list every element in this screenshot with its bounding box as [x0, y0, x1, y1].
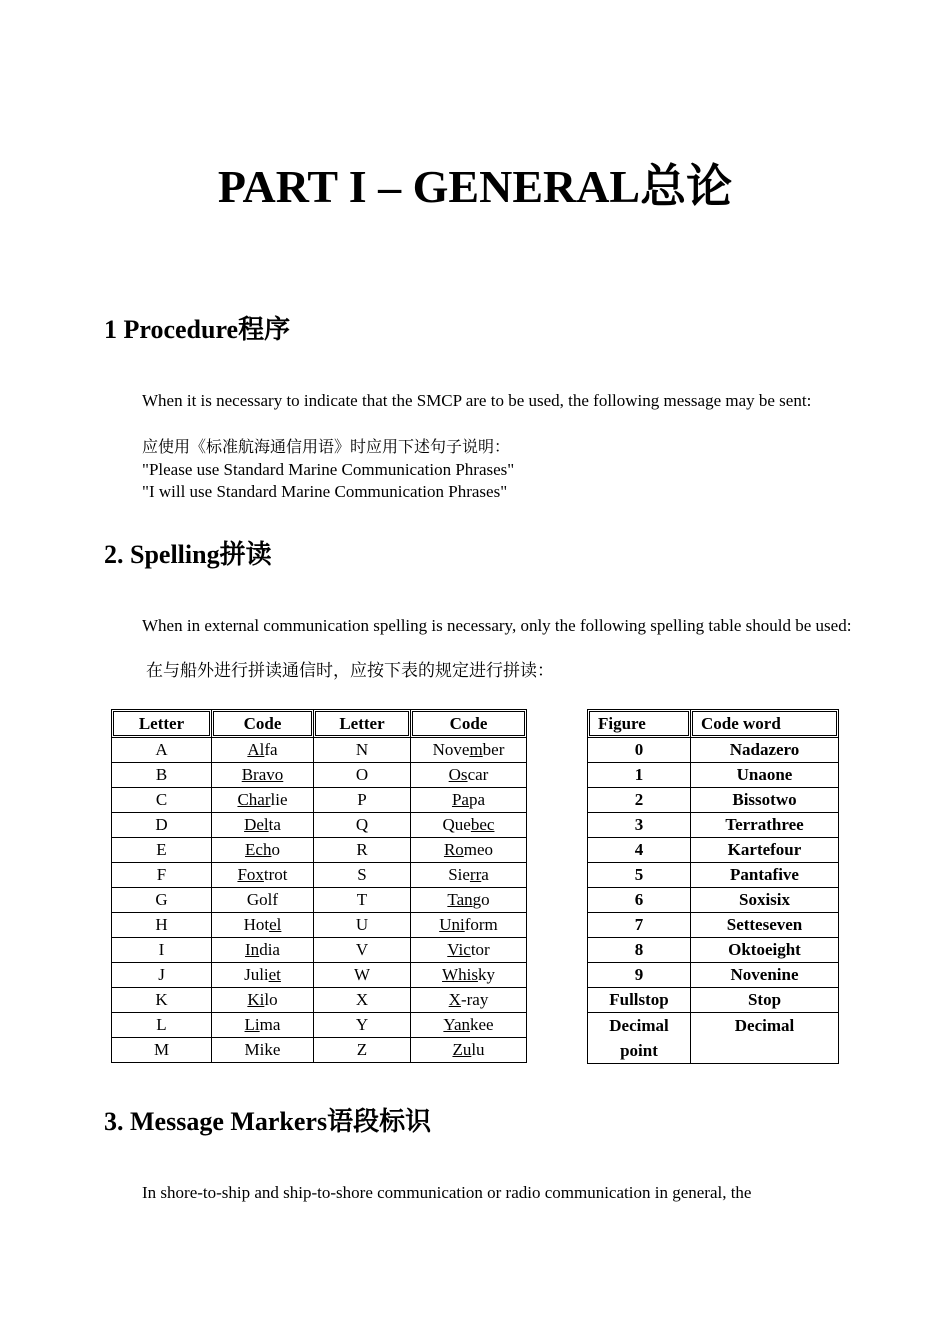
letter-cell: P — [314, 788, 411, 813]
table-row — [112, 963, 527, 988]
code-part: Sie — [448, 865, 470, 884]
code-part: form — [464, 915, 498, 934]
table-row — [588, 813, 839, 838]
code-stressed-part: Ech — [245, 840, 272, 859]
table-row — [588, 913, 839, 938]
figure-cell: 9 — [588, 963, 691, 988]
code-cell — [212, 1013, 314, 1038]
figure-line: point — [620, 1041, 658, 1060]
table-row — [112, 788, 527, 813]
code-part: Golf — [246, 890, 279, 909]
code-stressed-part: Char — [237, 790, 271, 809]
code-cell — [411, 913, 527, 938]
code-cell — [212, 813, 314, 838]
table-row — [588, 863, 839, 888]
code-part: tor — [470, 940, 490, 959]
message-markers-paragraph: In shore-to-ship and ship-to-shore communication or radio communication in general, the — [142, 1183, 752, 1202]
letter-cell: D — [112, 813, 212, 838]
table-row — [588, 988, 839, 1013]
code-cell — [411, 988, 527, 1013]
header-letter: Letter — [314, 710, 411, 738]
letter-cell: U — [314, 913, 411, 938]
code-part: car — [467, 765, 489, 784]
code-cell — [411, 763, 527, 788]
code-cell — [411, 863, 527, 888]
code-part: ma — [259, 1015, 281, 1034]
code-stressed-part: el — [269, 915, 282, 934]
letter-cell: K — [112, 988, 212, 1013]
table-row — [112, 913, 527, 938]
letter-cell: V — [314, 938, 411, 963]
figure-cell — [588, 1013, 691, 1064]
code-part: a — [481, 865, 489, 884]
code-part: Mike — [244, 1040, 281, 1059]
code-part: dia — [259, 940, 280, 959]
code-word-cell: Oktoeight — [691, 938, 839, 963]
table-row — [588, 738, 839, 763]
code-stressed-part: Zu — [452, 1040, 472, 1059]
code-cell — [212, 913, 314, 938]
code-cell — [212, 763, 314, 788]
code-cell — [411, 838, 527, 863]
table-row — [588, 888, 839, 913]
code-part: go — [472, 890, 490, 909]
letter-cell: S — [314, 863, 411, 888]
table-row — [588, 938, 839, 963]
letter-cell: C — [112, 788, 212, 813]
letter-cell: H — [112, 913, 212, 938]
code-part: Que — [442, 815, 471, 834]
table-row — [112, 763, 527, 788]
code-cell — [212, 863, 314, 888]
figure-table — [587, 709, 839, 1064]
section-heading-message-markers: 3. Message Markers语段标识 — [104, 1107, 432, 1136]
code-cell — [212, 963, 314, 988]
section-heading-procedure: 1 Procedure程序 — [104, 315, 291, 344]
letter-cell: L — [112, 1013, 212, 1038]
code-part: kee — [470, 1015, 494, 1034]
letter-cell: W — [314, 963, 411, 988]
figure-cell: 3 — [588, 813, 691, 838]
section-heading-spelling: 2. Spelling拼读 — [104, 540, 272, 569]
code-cell — [212, 888, 314, 913]
page-title: PART I – GENERAL总论 — [217, 161, 733, 212]
code-part: ky — [477, 965, 495, 984]
table-row — [112, 888, 527, 913]
code-word-cell: Nadazero — [691, 738, 839, 763]
code-word-cell: Pantafive — [691, 863, 839, 888]
code-word-cell: Unaone — [691, 763, 839, 788]
code-stressed-part: Ki — [247, 990, 265, 1009]
table-row — [588, 788, 839, 813]
spelling-paragraph: When in external communication spelling is necessary, only the following spelling table should be used: — [142, 616, 852, 635]
code-stressed-part: bec — [470, 815, 495, 834]
code-cell — [411, 938, 527, 963]
code-part: fa — [264, 740, 278, 759]
letter-cell: R — [314, 838, 411, 863]
letter-cell: N — [314, 738, 411, 763]
table-row — [112, 838, 527, 863]
code-cell — [411, 738, 527, 763]
header-code: Code — [212, 710, 314, 738]
code-word-cell: Stop — [691, 988, 839, 1013]
table-row — [588, 963, 839, 988]
letter-cell: G — [112, 888, 212, 913]
code-part: -ray — [460, 990, 489, 1009]
header-letter: Letter — [112, 710, 212, 738]
code-cell — [411, 1013, 527, 1038]
code-cell — [411, 788, 527, 813]
table-row — [588, 763, 839, 788]
figure-cell: 2 — [588, 788, 691, 813]
code-stressed-part: rr — [469, 865, 482, 884]
code-part: ber — [482, 740, 505, 759]
code-cell — [212, 788, 314, 813]
code-stressed-part: et — [268, 965, 281, 984]
spelling-table — [111, 709, 527, 1063]
table-row — [112, 938, 527, 963]
code-part: lo — [264, 990, 278, 1009]
letter-cell: F — [112, 863, 212, 888]
table-row — [112, 738, 527, 763]
code-part: o — [271, 840, 280, 859]
code-cell — [212, 988, 314, 1013]
letter-cell: M — [112, 1038, 212, 1063]
table-row — [112, 1038, 527, 1063]
code-stressed-part: Fox — [237, 865, 264, 884]
code-stressed-part: Whis — [442, 965, 478, 984]
procedure-paragraph-cn: 应使用《标准航海通信用语》时应用下述句子说明： — [142, 437, 511, 456]
code-stressed-part: Bravo — [241, 765, 284, 784]
code-part: pa — [468, 790, 486, 809]
code-stressed-part: X — [448, 990, 461, 1009]
code-word-cell: Setteseven — [691, 913, 839, 938]
code-word-cell: Terrathree — [691, 813, 839, 838]
header-code: Code — [411, 710, 527, 738]
figure-cell: 5 — [588, 863, 691, 888]
code-cell — [212, 838, 314, 863]
code-stressed-part: In — [245, 940, 260, 959]
figure-cell: Fullstop — [588, 988, 691, 1013]
letter-cell: Z — [314, 1038, 411, 1063]
table-row — [112, 863, 527, 888]
figure-cell: 1 — [588, 763, 691, 788]
figure-cell: 7 — [588, 913, 691, 938]
code-word-cell: Soxisix — [691, 888, 839, 913]
code-cell — [411, 888, 527, 913]
code-stressed-part: Ro — [443, 840, 464, 859]
code-cell — [212, 1038, 314, 1063]
code-part: lie — [270, 790, 288, 809]
header-code-word: Code word — [691, 710, 839, 738]
letter-cell: O — [314, 763, 411, 788]
code-part: trot — [263, 865, 288, 884]
code-stressed-part: Tan — [447, 890, 473, 909]
procedure-paragraph: When it is necessary to indicate that the SMCP are to be used, the following message may be sent: — [142, 391, 812, 410]
figure-cell: 4 — [588, 838, 691, 863]
code-stressed-part: Uni — [439, 915, 465, 934]
code-cell — [411, 963, 527, 988]
code-part: Juli — [244, 965, 269, 984]
figure-cell: 8 — [588, 938, 691, 963]
code-word-cell: Kartefour — [691, 838, 839, 863]
letter-cell: Y — [314, 1013, 411, 1038]
code-part: lu — [471, 1040, 485, 1059]
table-row — [112, 988, 527, 1013]
code-stressed-part: Del — [244, 815, 269, 834]
procedure-quote-2: "I will use Standard Marine Communication Phrases" — [142, 482, 508, 501]
procedure-quote-1: "Please use Standard Marine Communication Phrases" — [142, 460, 515, 479]
code-stressed-part: Pa — [451, 790, 469, 809]
code-part: ta — [268, 815, 281, 834]
code-part: meo — [463, 840, 494, 859]
code-cell — [411, 1038, 527, 1063]
figure-cell: 0 — [588, 738, 691, 763]
code-stressed-part: Os — [448, 765, 468, 784]
code-cell — [212, 938, 314, 963]
letter-cell: B — [112, 763, 212, 788]
table-row — [112, 813, 527, 838]
code-word-cell: Decimal — [691, 1013, 839, 1064]
table-row — [588, 838, 839, 863]
figure-cell: 6 — [588, 888, 691, 913]
code-stressed-part: Vic — [447, 940, 471, 959]
letter-cell: T — [314, 888, 411, 913]
table-row — [588, 1013, 839, 1064]
figure-line: Decimal — [609, 1016, 669, 1035]
code-stressed-part: Al — [247, 740, 265, 759]
code-stressed-part: m — [469, 740, 483, 759]
letter-cell: J — [112, 963, 212, 988]
spelling-table-header — [112, 710, 527, 738]
spelling-paragraph-cn: 在与船外进行拼读通信时，应按下表的规定进行拼读： — [146, 661, 554, 681]
letter-cell: Q — [314, 813, 411, 838]
code-part: Hot — [243, 915, 270, 934]
table-row — [112, 1013, 527, 1038]
letter-cell: E — [112, 838, 212, 863]
figure-table-header — [588, 710, 839, 738]
code-stressed-part: Li — [244, 1015, 260, 1034]
code-stressed-part: Yan — [443, 1015, 471, 1034]
letter-cell: X — [314, 988, 411, 1013]
code-cell — [212, 738, 314, 763]
code-word-cell: Bissotwo — [691, 788, 839, 813]
code-part: Nove — [432, 740, 470, 759]
header-figure: Figure — [588, 710, 691, 738]
letter-cell: I — [112, 938, 212, 963]
code-cell — [411, 813, 527, 838]
letter-cell: A — [112, 738, 212, 763]
code-word-cell: Novenine — [691, 963, 839, 988]
